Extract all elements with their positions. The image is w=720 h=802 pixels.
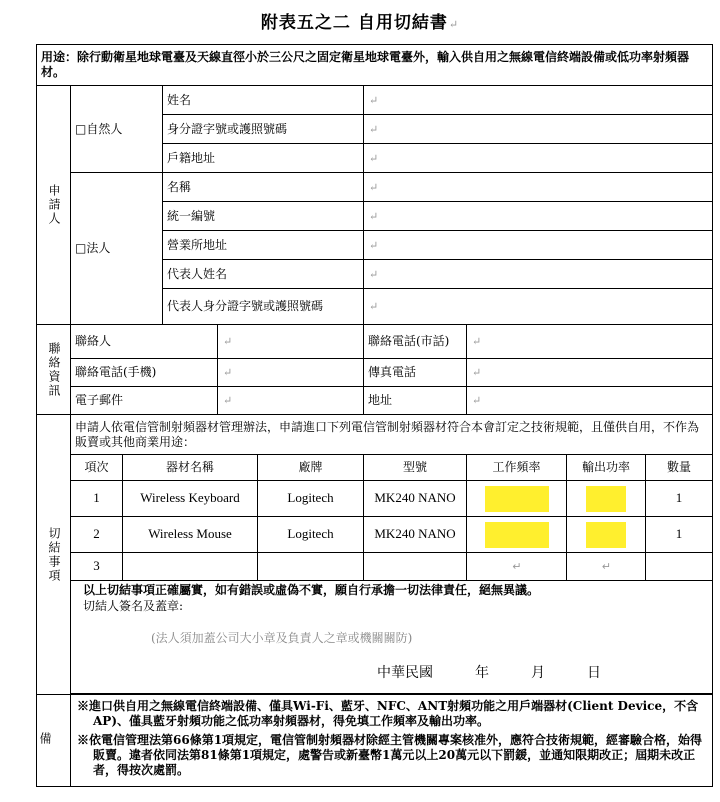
col-header-qty: 數量 — [646, 455, 713, 481]
phone-value[interactable]: ↵ — [467, 325, 713, 359]
table-row — [37, 553, 713, 581]
field-label-id: 身分證字號或護照號碼 — [163, 115, 364, 144]
address-label: 地址 — [364, 387, 467, 415]
highlight-mark — [485, 522, 549, 548]
natural-person-checkbox[interactable]: □自然人 — [71, 86, 163, 173]
affidavit-form — [36, 44, 713, 787]
remarks-section-label: 備 — [37, 695, 71, 787]
col-header-frequency: 工作頻率 — [467, 455, 567, 481]
field-value-representative-name[interactable]: ↵ — [364, 260, 713, 289]
field-label-household-address: 戶籍地址 — [163, 144, 364, 173]
row-brand[interactable] — [258, 553, 364, 581]
col-header-power: 輸出功率 — [567, 455, 646, 481]
field-label-representative-name: 代表人姓名 — [163, 260, 364, 289]
mobile-label: 聯絡電話(手機) — [71, 359, 218, 387]
table-row — [37, 517, 713, 553]
field-value-business-address[interactable]: ↵ — [364, 231, 713, 260]
email-label: 電子郵件 — [71, 387, 218, 415]
row-qty[interactable]: 1 — [646, 481, 713, 517]
row-power[interactable] — [567, 481, 646, 517]
contact-person-label: 聯絡人 — [71, 325, 218, 359]
highlight-mark — [586, 486, 626, 512]
row-model[interactable]: MK240 NANO — [364, 517, 467, 553]
field-label-tax-id: 統一編號 — [163, 202, 364, 231]
row-model[interactable] — [364, 553, 467, 581]
fax-label: 傳真電話 — [364, 359, 467, 387]
phone-label: 聯絡電話(市話) — [364, 325, 467, 359]
row-frequency[interactable]: ↵ — [467, 553, 567, 581]
field-value-company-name[interactable]: ↵ — [364, 173, 713, 202]
remark-note: ※進口供自用之無線電信終端設備、僅具Wi-Fi、藍牙、NFC、ANT射頻功能之用戶端器材(Client Device，不含AP)、僅具藍牙射頻功能之低功率射頻器材，得免填工作頻率及輸出功率。 — [77, 699, 699, 728]
row-name[interactable] — [123, 553, 258, 581]
page-title: 附表五之二 自用切結書↵ — [260, 13, 460, 33]
fax-value[interactable]: ↵ — [467, 359, 713, 387]
remark-note: ※依電信管理法第66條第1項規定，電信管制射頻器材除經主管機關專案核准外，應符合技術規範，經審驗合格，始得販賣。違者依同法第81條第1項規定，處警告或新臺幣1萬元以上20萬元以下罰鍰，並通知限期改正；屆期未改正者，得按次處罰。 — [77, 733, 703, 777]
row-power[interactable] — [567, 517, 646, 553]
row-power[interactable]: ↵ — [567, 553, 646, 581]
applicant-section-label: 申請人 — [37, 86, 71, 325]
row-model[interactable]: MK240 NANO — [364, 481, 467, 517]
field-label-name: 姓名 — [163, 86, 364, 115]
seal-note: (法人須加蓋公司大小章及負責人之章或機關關防) — [151, 631, 413, 645]
affidavit-section-label: 切結事項 — [37, 415, 71, 695]
highlight-mark — [485, 486, 549, 512]
purpose-text: 用途：除行動衛星地球電臺及天線直徑小於三公尺之固定衛星地球電臺外，輸入供自用之無線電信終端設備或低功率射頻器材。 — [37, 45, 713, 86]
field-value-id[interactable]: ↵ — [364, 115, 713, 144]
row-brand[interactable]: Logitech — [258, 517, 364, 553]
row-frequency[interactable] — [467, 517, 567, 553]
remarks-notes — [71, 695, 713, 787]
highlight-mark — [586, 522, 626, 548]
field-label-company-name: 名稱 — [163, 173, 364, 202]
signature-label: 切結人簽名及蓋章: — [83, 599, 184, 613]
contact-person-value[interactable]: ↵ — [218, 325, 364, 359]
row-frequency[interactable] — [467, 481, 567, 517]
declaration-text: 以上切結事項正確屬實，如有錯誤或虛偽不實，願自行承擔一切法律責任，絕無異議。 — [83, 583, 540, 597]
row-brand[interactable]: Logitech — [258, 481, 364, 517]
email-value[interactable]: ↵ — [218, 387, 364, 415]
field-value-tax-id[interactable]: ↵ — [364, 202, 713, 231]
row-no: 3 — [71, 553, 123, 581]
field-value-representative-id[interactable]: ↵ — [364, 289, 713, 325]
legal-person-checkbox[interactable]: □法人 — [71, 173, 163, 325]
table-row — [37, 481, 713, 517]
row-no: 2 — [71, 517, 123, 553]
field-label-business-address: 營業所地址 — [163, 231, 364, 260]
col-header-model: 型號 — [364, 455, 467, 481]
row-qty[interactable]: 1 — [646, 517, 713, 553]
affidavit-intro: 申請人依電信管制射頻器材管理辦法，申請進口下列電信管制射頻器材符合本會訂定之技術規範，且僅供自用，不作為販賣或其他商業用途： — [71, 415, 713, 455]
row-name[interactable]: Wireless Keyboard — [123, 481, 258, 517]
address-value[interactable]: ↵ — [467, 387, 713, 415]
field-label-representative-id: 代表人身分證字號或護照號碼 — [163, 289, 364, 325]
col-header-no: 項次 — [71, 455, 123, 481]
row-name[interactable]: Wireless Mouse — [123, 517, 258, 553]
col-header-brand: 廠牌 — [258, 455, 364, 481]
contact-section-label: 聯絡資訊 — [37, 325, 71, 415]
row-no: 1 — [71, 481, 123, 517]
col-header-name: 器材名稱 — [123, 455, 258, 481]
field-value-name[interactable]: ↵ — [364, 86, 713, 115]
field-value-household-address[interactable]: ↵ — [364, 144, 713, 173]
row-qty[interactable] — [646, 553, 713, 581]
date-line: 中華民國 年 月 日 — [377, 665, 601, 681]
mobile-value[interactable]: ↵ — [218, 359, 364, 387]
